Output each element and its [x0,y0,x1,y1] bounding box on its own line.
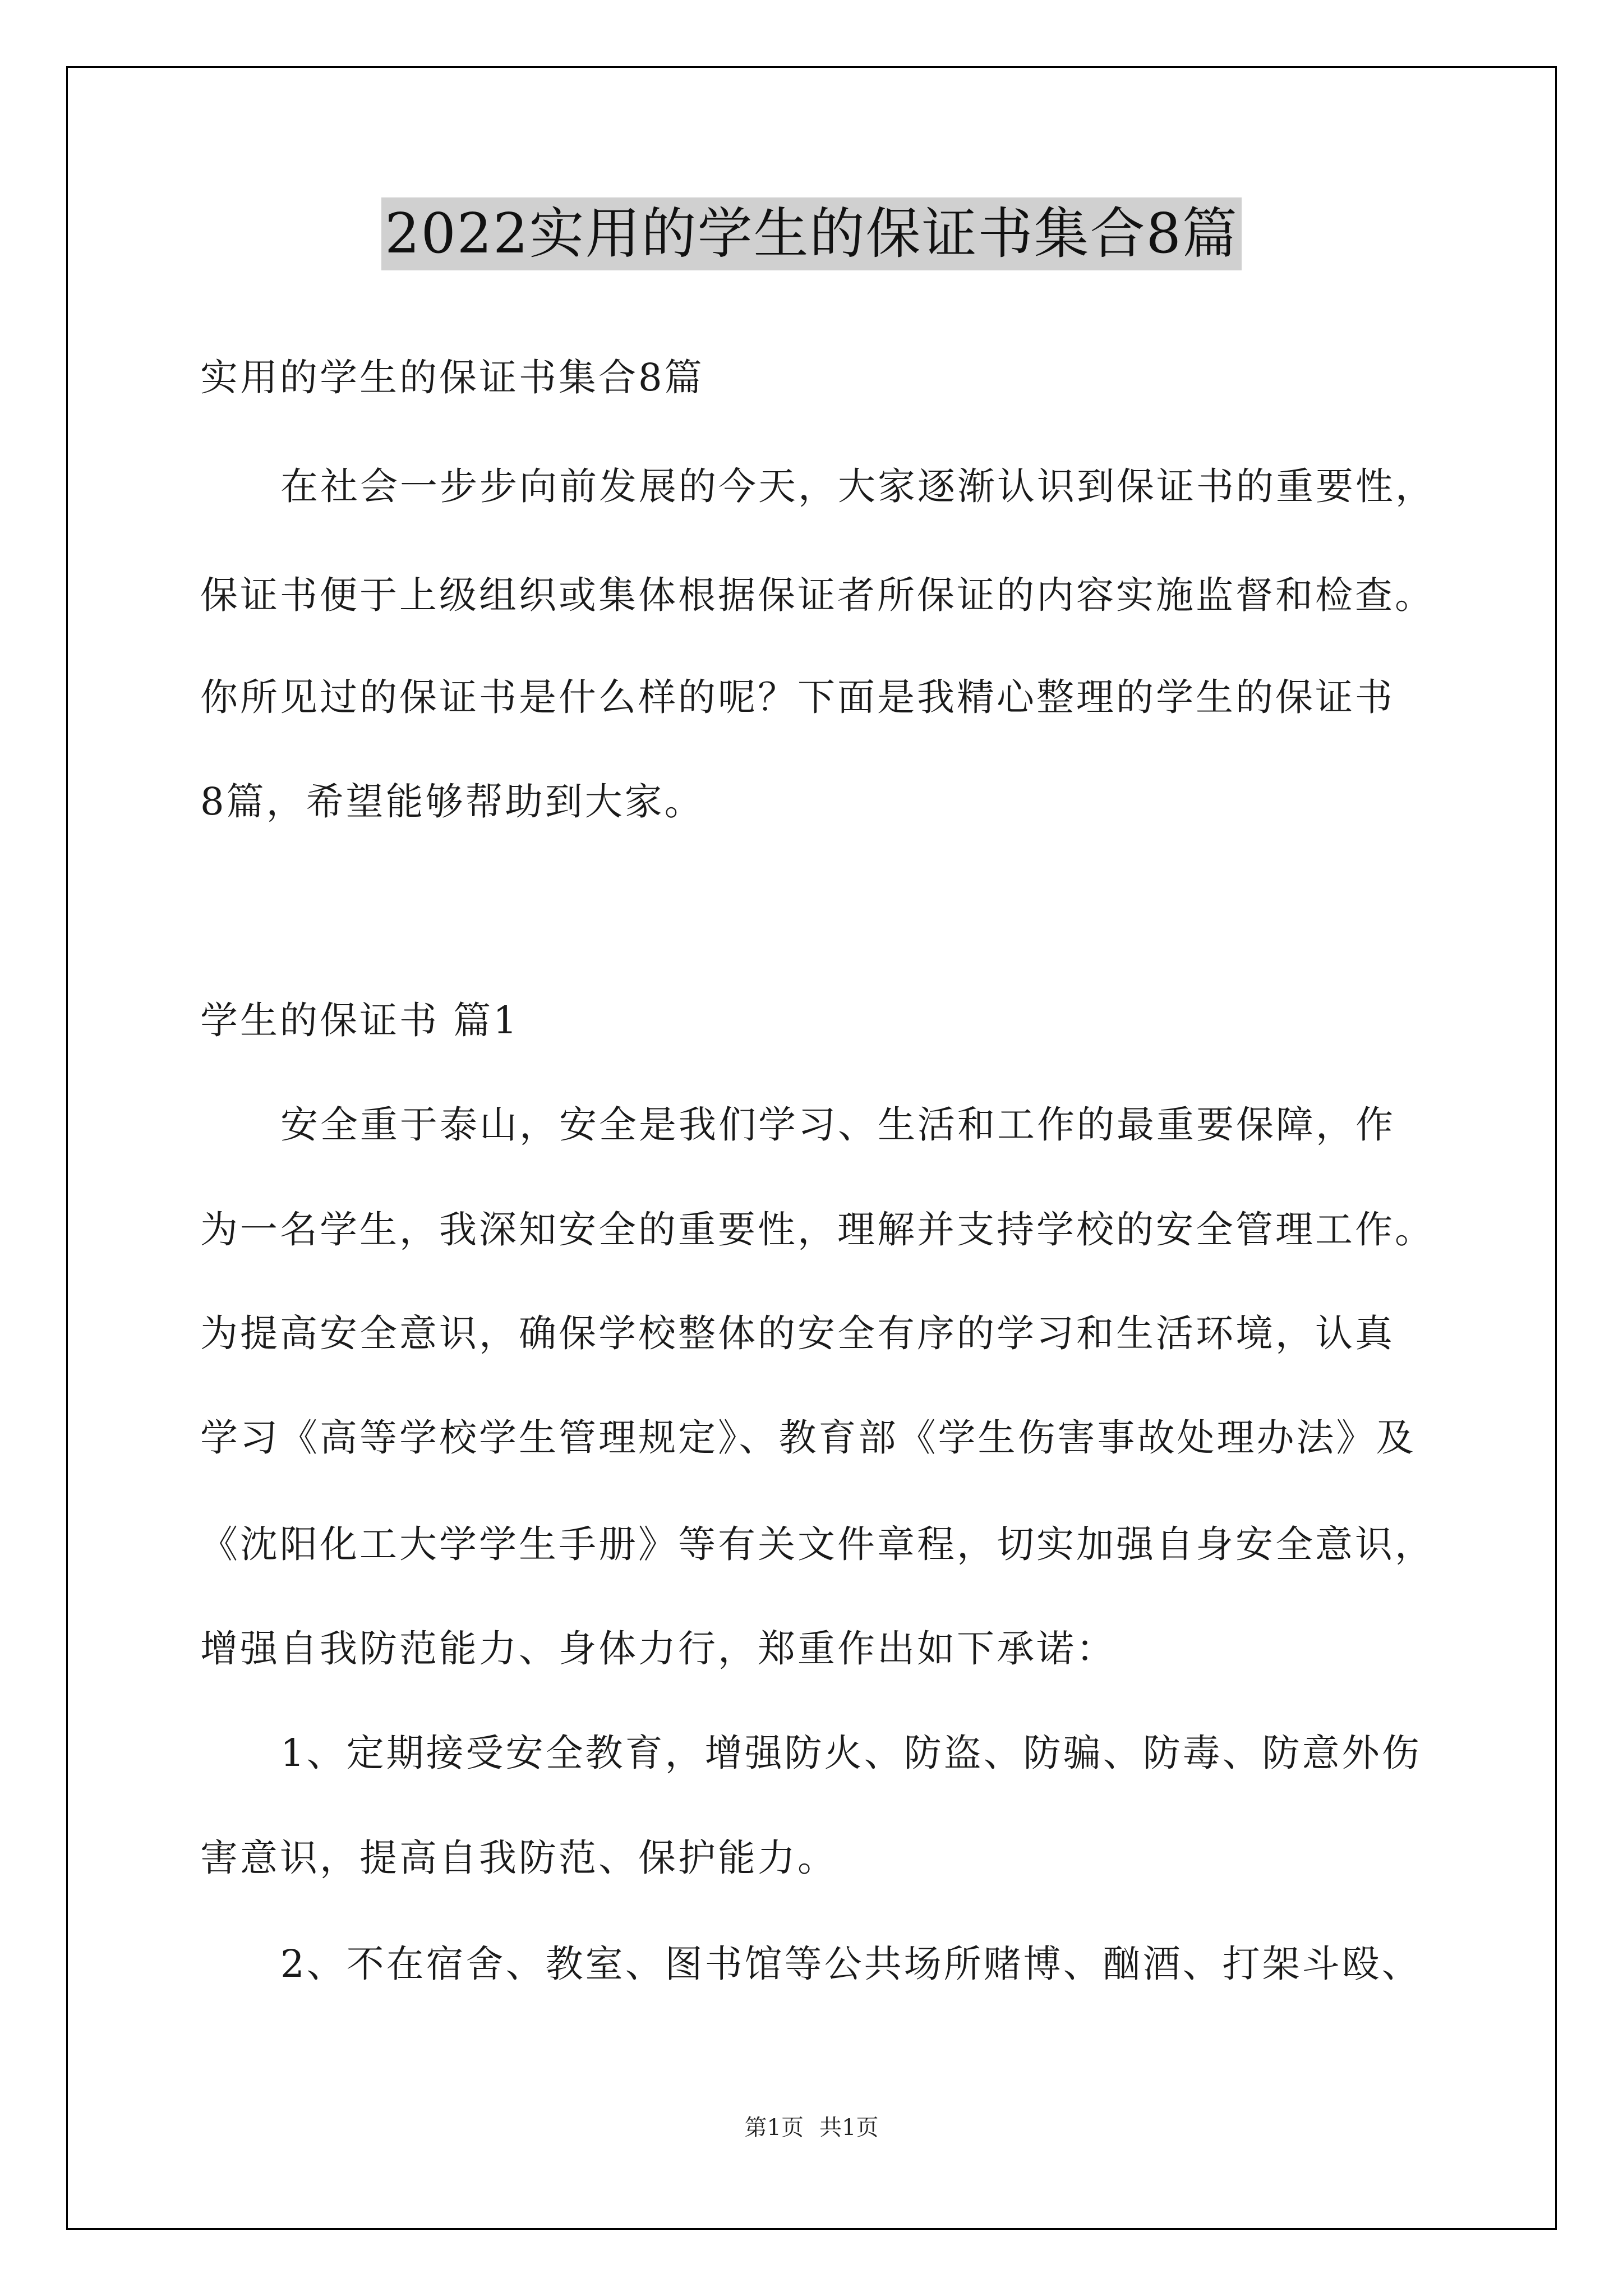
list-item-line: 1、定期接受安全教育，增强防火、防盗、防骗、防毒、防意外伤 [280,1731,1422,1775]
body-line: 增强自我防范能力、身体力行，郑重作出如下承诺： [200,1627,1116,1671]
body-line: 安全重于泰山，安全是我们学习、生活和工作的最重要保障，作 [280,1103,1395,1147]
page-footer [0,2113,1623,2143]
document-subtitle: 实用的学生的保证书集合8篇 [200,356,704,399]
page-number: 第1页 [744,2115,804,2141]
body-line: 为提高安全意识，确保学校整体的安全有序的学习和生活环境，认真 [200,1312,1395,1355]
intro-line: 保证书便于上级组织或集体根据保证者所保证的内容实施监督和检查。 [200,573,1435,617]
list-item-line: 害意识，提高自我防范、保护能力。 [200,1836,837,1880]
intro-line: 8篇，希望能够帮助到大家。 [200,780,704,823]
list-item-line: 2、不在宿舍、教室、图书馆等公共场所赌博、酗酒、打架斗殴、 [280,1942,1422,1986]
body-line: 学习《高等学校学生管理规定》、教育部《学生伤害事故处理办法》及 [200,1416,1416,1460]
intro-line: 你所见过的保证书是什么样的呢？下面是我精心整理的学生的保证书 [200,675,1395,719]
body-line: 《沈阳化工大学学生手册》等有关文件章程，切实加强自身安全意识， [200,1522,1435,1566]
intro-line: 在社会一步步向前发展的今天，大家逐渐认识到保证书的重要性， [280,464,1435,508]
page-total: 共1页 [819,2115,879,2141]
document-title: 2022实用的学生的保证书集合8篇 [381,197,1242,270]
title-container [0,197,1623,270]
body-line: 为一名学生，我深知安全的重要性，理解并支持学校的安全管理工作。 [200,1208,1435,1251]
section-heading: 学生的保证书 篇1 [200,999,519,1042]
